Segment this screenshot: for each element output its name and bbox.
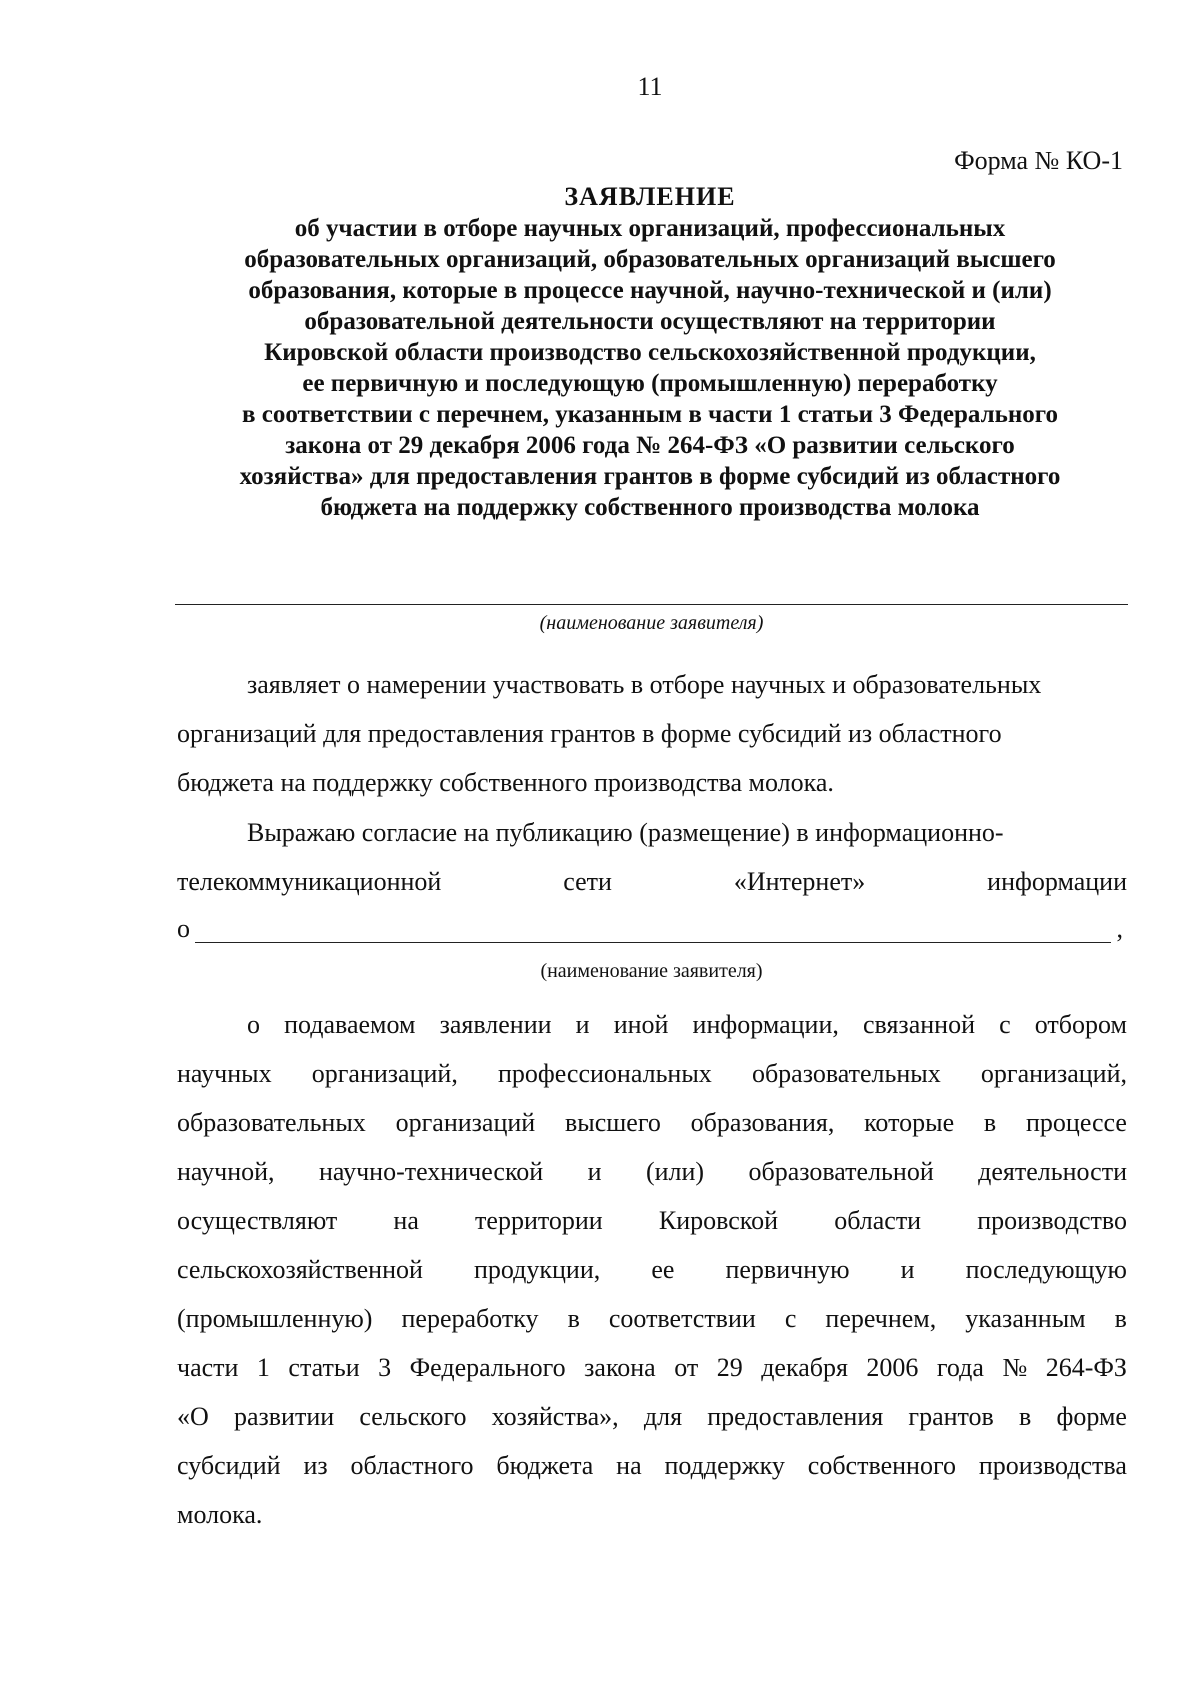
- word: в: [983, 1108, 997, 1137]
- word: из: [303, 1451, 328, 1480]
- document-title: ЗАЯВЛЕНИЕ: [564, 182, 736, 211]
- word: субсидий: [177, 1451, 281, 1480]
- word: предоставления: [707, 1402, 884, 1431]
- word: на: [616, 1451, 642, 1480]
- paragraph-line: молока.: [177, 1500, 263, 1529]
- word: от: [674, 1353, 699, 1382]
- word: декабря: [761, 1353, 848, 1382]
- word: сети: [563, 867, 612, 896]
- word: развитии: [233, 1402, 335, 1431]
- subtitle-line: Кировской области производство сельскохозяйственной продукции,: [264, 339, 1036, 366]
- word: года: [936, 1353, 984, 1382]
- paragraph-line: [177, 1147, 1127, 1196]
- subtitle-line: образовательных организаций, образовательных организаций высшего: [244, 246, 1056, 273]
- word: областного: [350, 1451, 474, 1480]
- word: области: [834, 1206, 922, 1235]
- word: переработку: [401, 1304, 539, 1333]
- paragraph-consent: [177, 808, 1127, 906]
- word: последующую: [965, 1255, 1127, 1284]
- word: 264-ФЗ: [1045, 1353, 1127, 1382]
- word: сельского: [359, 1402, 467, 1431]
- paragraph-line: [177, 1098, 1127, 1147]
- word: и: [587, 1157, 602, 1186]
- word: части: [177, 1353, 239, 1382]
- paragraph-line: [177, 1441, 1127, 1490]
- word: Федерального: [409, 1353, 566, 1382]
- word: перечнем,: [825, 1304, 937, 1333]
- subtitle-line: закона от 29 декабря 2006 года № 264-ФЗ «О развитии сельского: [285, 432, 1015, 459]
- subtitle-line: об участии в отборе научных организаций, профессиональных: [294, 215, 1006, 242]
- paragraph-submission: [177, 1000, 1127, 1539]
- applicant-about-caption: (наименование заявителя): [540, 960, 763, 982]
- word: на: [393, 1206, 419, 1235]
- word: осуществляют: [177, 1206, 338, 1235]
- word: указанным: [965, 1304, 1086, 1333]
- subtitle-line: образования, которые в процессе научной, научно-технической и (или): [248, 277, 1052, 304]
- paragraph-line: [177, 660, 1127, 709]
- word: 2006: [866, 1353, 919, 1382]
- word: грантов: [908, 1402, 994, 1431]
- word: №: [1002, 1353, 1028, 1382]
- paragraph-line: [177, 709, 1127, 758]
- word: с: [999, 1010, 1011, 1039]
- word: которые: [864, 1108, 955, 1137]
- subtitle-line: бюджета на поддержку собственного производства молока: [320, 494, 980, 521]
- subtitle-line: ее первичную и последующую (промышленную) переработку: [302, 370, 998, 397]
- about-prefix: о: [177, 914, 190, 943]
- word: информации,: [692, 1010, 839, 1039]
- word: научно-технической: [318, 1157, 544, 1186]
- word: отбором: [1034, 1010, 1127, 1039]
- subtitle-line: образовательной деятельности осуществляют на территории: [304, 308, 996, 335]
- paragraph-line: [177, 1000, 1127, 1049]
- paragraph-line-text: бюджета на поддержку собственного производства молока.: [177, 768, 834, 797]
- paragraph-line: [177, 758, 1127, 807]
- word: в: [1019, 1402, 1032, 1431]
- applicant-name-caption: (наименование заявителя): [539, 612, 764, 634]
- word: «О: [177, 1402, 209, 1431]
- word: «Интернет»: [733, 867, 866, 896]
- word: образования,: [690, 1108, 835, 1137]
- word: организаций: [395, 1108, 536, 1137]
- word: деятельности: [978, 1157, 1127, 1186]
- paragraph-line-text: организаций для предоставления грантов в форме субсидий из областного: [177, 719, 1002, 748]
- subtitle-line: хозяйства» для предоставления грантов в форме субсидий из областного: [239, 463, 1061, 490]
- word: подаваемом: [284, 1010, 416, 1039]
- word: форме: [1056, 1402, 1127, 1431]
- word: в: [567, 1304, 580, 1333]
- word: для: [643, 1402, 683, 1431]
- word: связанной: [863, 1010, 975, 1039]
- word: в: [1114, 1304, 1127, 1333]
- word: территории: [475, 1206, 603, 1235]
- word: высшего: [565, 1108, 661, 1137]
- paragraph-line-text: заявляет о намерении участвовать в отборе научных и образовательных: [247, 670, 1042, 699]
- word: процессе: [1026, 1108, 1127, 1137]
- paragraph-line: [177, 857, 1127, 906]
- word: ее: [651, 1255, 675, 1284]
- word: и: [575, 1010, 590, 1039]
- word: организаций,: [980, 1059, 1127, 1088]
- paragraph-intent: [177, 660, 1127, 807]
- word: статьи: [288, 1353, 360, 1382]
- word: информации: [987, 867, 1127, 896]
- word: (или): [645, 1157, 705, 1186]
- word: телекоммуникационной: [177, 867, 442, 896]
- word: поддержку: [664, 1451, 785, 1480]
- word: соответствии: [608, 1304, 756, 1333]
- form-number: Форма № КО-1: [954, 146, 1123, 175]
- paragraph-line-text: Выражаю согласие на публикацию (размещение) в информационно-: [247, 818, 1004, 847]
- paragraph-line: [177, 1245, 1127, 1294]
- word: 3: [378, 1353, 392, 1382]
- word: сельскохозяйственной: [177, 1255, 423, 1284]
- word: производства: [978, 1451, 1127, 1480]
- paragraph-line: [177, 1049, 1127, 1098]
- word: иной: [613, 1010, 669, 1039]
- paragraph-line: [177, 808, 1127, 857]
- word: первичную: [725, 1255, 850, 1284]
- word: (промышленную): [177, 1304, 373, 1333]
- word: бюджета: [496, 1451, 594, 1480]
- word: о: [247, 1010, 260, 1039]
- page-number: 11: [637, 72, 663, 101]
- word: научной,: [177, 1157, 275, 1186]
- word: образовательной: [748, 1157, 934, 1186]
- document-subtitle: [170, 213, 1130, 523]
- word: производство: [977, 1206, 1127, 1235]
- word: продукции,: [473, 1255, 601, 1284]
- word: образовательных: [177, 1108, 366, 1137]
- word: 29: [716, 1353, 743, 1382]
- applicant-about-line: [177, 914, 1127, 948]
- word: Кировской: [658, 1206, 779, 1235]
- paragraph-line: [177, 1294, 1127, 1343]
- word: закона: [584, 1353, 656, 1382]
- subtitle-line: в соответствии с перечнем, указанным в части 1 статьи 3 Федерального: [241, 401, 1058, 428]
- paragraph-line: [177, 1196, 1127, 1245]
- word: организаций,: [311, 1059, 458, 1088]
- word: с: [784, 1304, 797, 1333]
- applicant-name-blank[interactable]: [175, 604, 1128, 605]
- applicant-about-blank[interactable]: [195, 942, 1111, 943]
- word: образовательных: [751, 1059, 941, 1088]
- about-suffix: ,: [1116, 914, 1123, 943]
- word: и: [900, 1255, 915, 1284]
- paragraph-line: [177, 1392, 1127, 1441]
- word: хозяйства»,: [491, 1402, 619, 1431]
- word: научных: [177, 1059, 272, 1088]
- word: 1: [256, 1353, 270, 1382]
- word: заявлении: [439, 1010, 552, 1039]
- paragraph-line: [177, 1343, 1127, 1392]
- word: профессиональных: [497, 1059, 712, 1088]
- document-title-block: [170, 180, 1130, 523]
- word: собственного: [807, 1451, 956, 1480]
